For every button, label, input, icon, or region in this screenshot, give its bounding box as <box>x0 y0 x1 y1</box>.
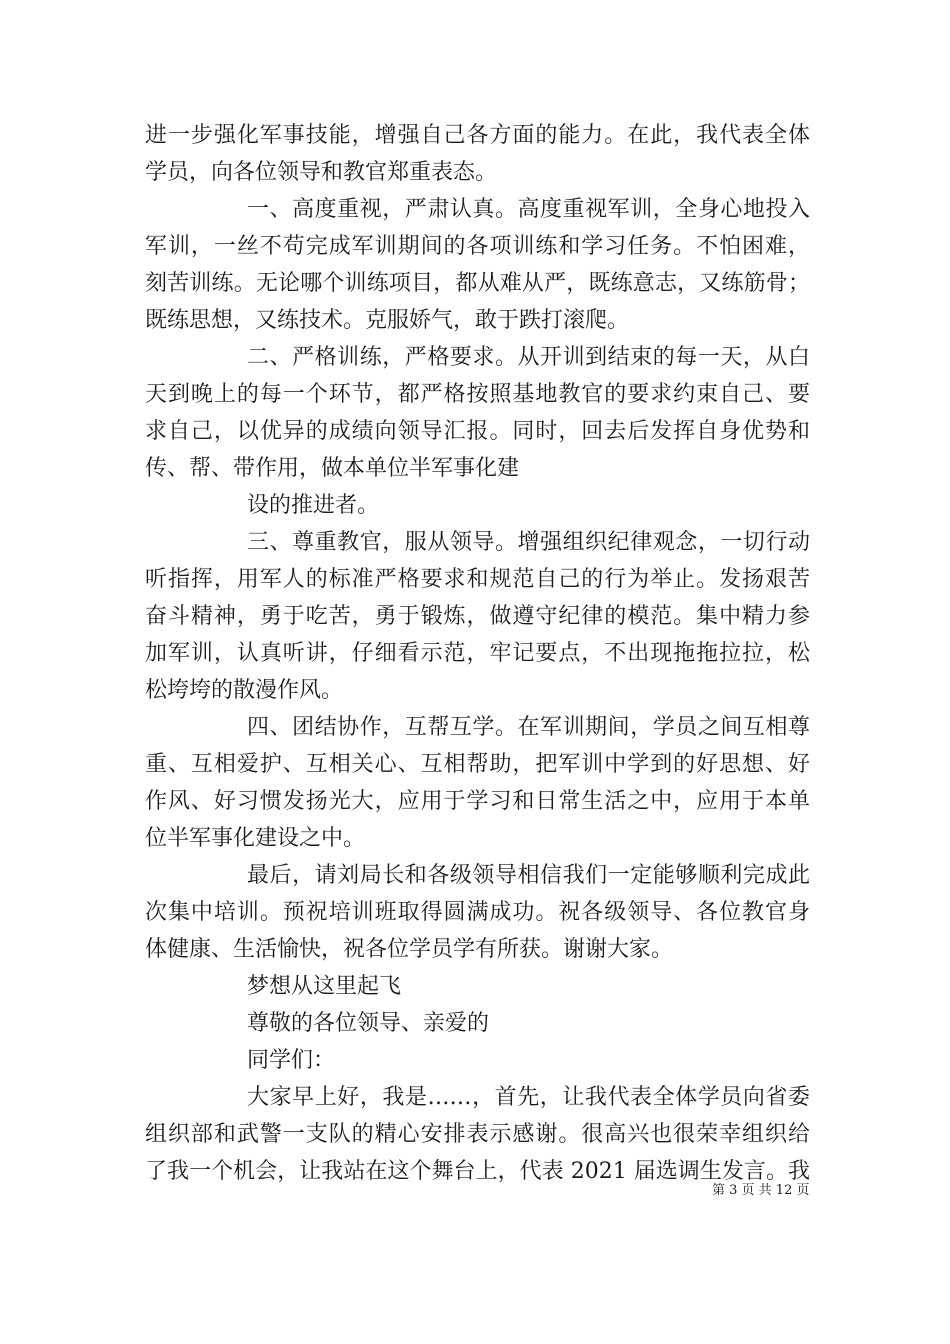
text-line: 梦想从这里起飞 <box>247 974 402 999</box>
text-line: 听指挥，用军人的标准严格要求和规范自己的行为举止。发扬艰苦 <box>145 567 810 592</box>
text-line: 既练思想，又练技术。克服娇气，敢于跌打滚爬。 <box>145 308 630 333</box>
body-text <box>145 117 810 1190</box>
text-line: 了我一个机会，让我站在这个舞台上，代表 2021 届选调生发言。我 <box>145 1159 810 1184</box>
text-line: 传、帮、带作用，做本单位半军事化建 <box>145 456 520 481</box>
text-line: 体健康、生活愉快，祝各位学员学有所获。谢谢大家。 <box>145 937 674 962</box>
text-line: 最后，请刘局长和各级领导相信我们一定能够顺利完成此 <box>247 863 810 888</box>
text-line: 刻苦训练。无论哪个训练项目，都从难从严，既练意志，又练筋骨； <box>145 271 810 296</box>
text-line: 加军训，认真听讲，仔细看示范，牢记要点，不出现拖拖拉拉，松 <box>145 641 810 666</box>
text-line: 次集中培训。预祝培训班取得圆满成功。祝各级领导、各位教官身 <box>145 900 810 925</box>
text-line: 重、互相爱护、互相关心、互相帮助，把军训中学到的好思想、好 <box>145 752 810 777</box>
text-line: 三、尊重教官，服从领导。增强组织纪律观念，一切行动 <box>247 530 810 555</box>
text-line: 天到晚上的每一个环节，都严格按照基地教官的要求约束自己、要 <box>145 382 810 407</box>
text-line: 大家早上好，我是……，首先，让我代表全体学员向省委 <box>247 1085 810 1110</box>
text-line: 二、严格训练，严格要求。从开训到结束的每一天，从白 <box>247 345 810 370</box>
text-line: 尊敬的各位领导、亲爱的 <box>247 1011 490 1036</box>
text-line: 军训，一丝不苟完成军训期间的各项训练和学习任务。不怕困难， <box>145 234 810 259</box>
text-line: 位半军事化建设之中。 <box>145 826 366 851</box>
text-line: 组织部和武警一支队的精心安排表示感谢。很高兴也很荣幸组织给 <box>145 1122 810 1147</box>
text-line: 进一步强化军事技能，增强自己各方面的能力。在此，我代表全体 <box>145 123 810 148</box>
text-line: 求自己，以优异的成绩向领导汇报。同时，回去后发挥自身优势和 <box>145 419 810 444</box>
text-line: 奋斗精神，勇于吃苦，勇于锻炼，做遵守纪律的模范。集中精力参 <box>145 604 810 629</box>
text-line: 学员，向各位领导和教官郑重表态。 <box>145 160 498 185</box>
page-number-footer: 第 3 页 共 12 页 <box>712 1183 810 1198</box>
text-line: 同学们： <box>247 1048 336 1073</box>
text-line: 设的推进者。 <box>247 493 380 518</box>
text-line: 四、团结协作，互帮互学。在军训期间，学员之间互相尊 <box>247 715 810 740</box>
text-line: 一、高度重视，严肃认真。高度重视军训，全身心地投入 <box>247 197 810 222</box>
text-line: 作风、好习惯发扬光大，应用于学习和日常生活之中，应用于本单 <box>145 789 810 814</box>
text-line: 松垮垮的散漫作风。 <box>145 678 344 703</box>
